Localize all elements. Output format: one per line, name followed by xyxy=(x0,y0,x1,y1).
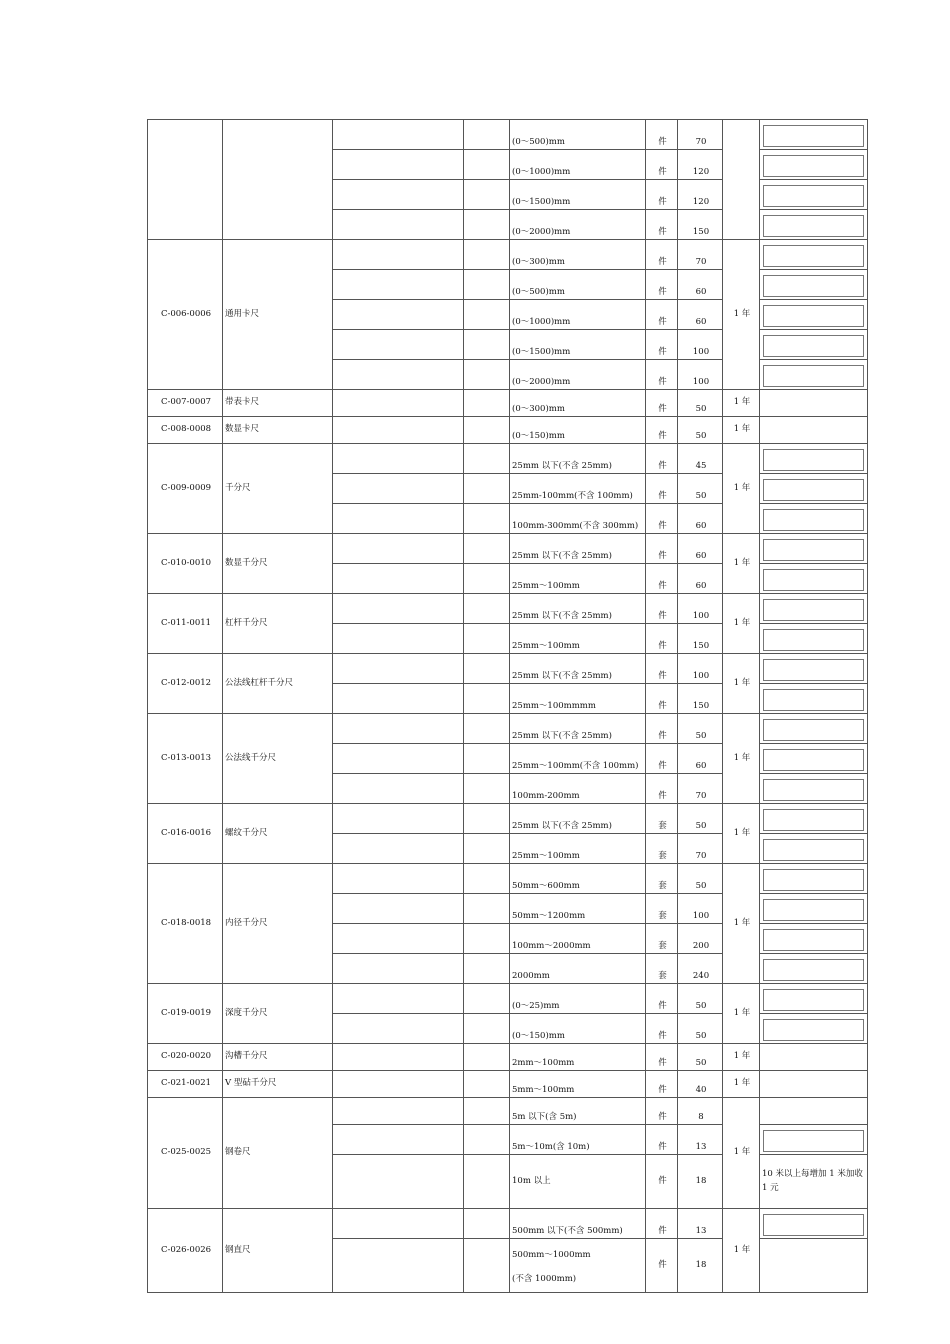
item-spec: 25mm 以下(不含 25mm) xyxy=(510,534,646,564)
blank-cell xyxy=(464,654,510,684)
calibration-period xyxy=(723,120,760,240)
blank-cell xyxy=(464,240,510,270)
item-spec: (0～1000)mm xyxy=(510,300,646,330)
item-price: 100 xyxy=(678,894,723,924)
item-spec: 500mm～1000mm (不含 1000mm) xyxy=(510,1239,646,1293)
note-cell xyxy=(760,504,868,534)
note-cell xyxy=(760,240,868,270)
item-price: 60 xyxy=(678,534,723,564)
item-price: 150 xyxy=(678,684,723,714)
item-unit: 件 xyxy=(646,564,678,594)
item-price: 100 xyxy=(678,654,723,684)
note-cell xyxy=(760,894,868,924)
calibration-period: 1 年 xyxy=(723,1071,760,1098)
blank-cell xyxy=(464,390,510,417)
item-unit: 件 xyxy=(646,1071,678,1098)
blank-cell xyxy=(464,120,510,150)
item-price: 100 xyxy=(678,360,723,390)
blank-cell xyxy=(464,330,510,360)
blank-cell xyxy=(464,954,510,984)
item-unit: 件 xyxy=(646,504,678,534)
note-cell xyxy=(760,744,868,774)
blank-cell xyxy=(464,1125,510,1155)
item-name: 钢卷尺 xyxy=(223,1098,333,1209)
item-price: 13 xyxy=(678,1125,723,1155)
item-unit: 件 xyxy=(646,744,678,774)
note-cell xyxy=(760,804,868,834)
item-spec: (0～500)mm xyxy=(510,120,646,150)
blank-cell xyxy=(333,120,464,150)
item-spec: (0～500)mm xyxy=(510,270,646,300)
blank-cell xyxy=(464,774,510,804)
blank-cell xyxy=(333,210,464,240)
blank-cell xyxy=(333,474,464,504)
blank-cell xyxy=(464,210,510,240)
blank-cell xyxy=(464,564,510,594)
note-cell xyxy=(760,474,868,504)
blank-cell xyxy=(333,564,464,594)
blank-cell xyxy=(464,594,510,624)
blank-cell xyxy=(333,1098,464,1125)
blank-cell xyxy=(333,270,464,300)
item-unit: 件 xyxy=(646,714,678,744)
calibration-period: 1 年 xyxy=(723,444,760,534)
blank-cell xyxy=(464,864,510,894)
item-spec: 25mm 以下(不含 25mm) xyxy=(510,714,646,744)
blank-cell xyxy=(333,984,464,1014)
item-code: C-012-0012 xyxy=(148,654,223,714)
blank-cell xyxy=(464,1014,510,1044)
item-price: 60 xyxy=(678,564,723,594)
note-cell xyxy=(760,834,868,864)
blank-cell xyxy=(333,1239,464,1293)
blank-cell xyxy=(333,360,464,390)
table-row xyxy=(148,120,868,150)
note-cell xyxy=(760,654,868,684)
table-row xyxy=(148,444,868,474)
item-price: 50 xyxy=(678,984,723,1014)
note-cell xyxy=(760,924,868,954)
item-price: 40 xyxy=(678,1071,723,1098)
calibration-period: 1 年 xyxy=(723,1098,760,1209)
item-name: 千分尺 xyxy=(223,444,333,534)
blank-cell xyxy=(464,834,510,864)
item-spec: 5mm～100mm xyxy=(510,1071,646,1098)
item-unit: 件 xyxy=(646,654,678,684)
note-cell xyxy=(760,564,868,594)
blank-cell xyxy=(464,417,510,444)
item-name: 数显千分尺 xyxy=(223,534,333,594)
item-code: C-025-0025 xyxy=(148,1098,223,1209)
blank-cell xyxy=(464,1209,510,1239)
item-unit: 套 xyxy=(646,804,678,834)
blank-cell xyxy=(333,684,464,714)
item-unit: 件 xyxy=(646,984,678,1014)
note-cell xyxy=(760,1209,868,1239)
blank-cell xyxy=(464,300,510,330)
item-spec: 25mm 以下(不含 25mm) xyxy=(510,444,646,474)
item-name: 沟槽千分尺 xyxy=(223,1044,333,1071)
note-cell: 10 米以上每增加 1 米加收 1 元 xyxy=(760,1155,868,1209)
blank-cell xyxy=(333,1155,464,1209)
blank-cell xyxy=(464,984,510,1014)
blank-cell xyxy=(333,1014,464,1044)
item-spec: (0～25)mm xyxy=(510,984,646,1014)
note-cell xyxy=(760,1125,868,1155)
note-cell xyxy=(760,864,868,894)
item-spec: 50mm～600mm xyxy=(510,864,646,894)
item-spec: 100mm-200mm xyxy=(510,774,646,804)
note-cell xyxy=(760,330,868,360)
item-unit: 件 xyxy=(646,534,678,564)
table-row xyxy=(148,804,868,834)
note-cell xyxy=(760,300,868,330)
item-name: 数显卡尺 xyxy=(223,417,333,444)
item-price: 18 xyxy=(678,1155,723,1209)
item-price: 50 xyxy=(678,474,723,504)
item-name: V 型砧千分尺 xyxy=(223,1071,333,1098)
item-unit: 件 xyxy=(646,390,678,417)
item-name: 杠杆千分尺 xyxy=(223,594,333,654)
blank-cell xyxy=(464,1098,510,1125)
item-name: 公法线杠杆千分尺 xyxy=(223,654,333,714)
blank-cell xyxy=(333,534,464,564)
item-code: C-018-0018 xyxy=(148,864,223,984)
item-price: 50 xyxy=(678,1014,723,1044)
blank-cell xyxy=(464,1044,510,1071)
note-cell xyxy=(760,984,868,1014)
blank-cell xyxy=(464,270,510,300)
blank-cell xyxy=(464,924,510,954)
item-price: 100 xyxy=(678,330,723,360)
item-spec: 50mm～1200mm xyxy=(510,894,646,924)
item-price: 60 xyxy=(678,300,723,330)
item-unit: 套 xyxy=(646,954,678,984)
item-code: C-006-0006 xyxy=(148,240,223,390)
item-price: 50 xyxy=(678,714,723,744)
blank-cell xyxy=(464,624,510,654)
calibration-period: 1 年 xyxy=(723,864,760,984)
blank-cell xyxy=(333,504,464,534)
item-price: 8 xyxy=(678,1098,723,1125)
calibration-price-table xyxy=(147,119,868,1293)
item-name: 公法线千分尺 xyxy=(223,714,333,804)
note-cell xyxy=(760,150,868,180)
calibration-period: 1 年 xyxy=(723,534,760,594)
calibration-period: 1 年 xyxy=(723,240,760,390)
item-unit: 件 xyxy=(646,150,678,180)
price-table-container xyxy=(147,119,867,1293)
item-price: 50 xyxy=(678,804,723,834)
blank-cell xyxy=(464,894,510,924)
blank-cell xyxy=(464,534,510,564)
item-unit: 件 xyxy=(646,1209,678,1239)
item-price: 50 xyxy=(678,864,723,894)
blank-cell xyxy=(333,1209,464,1239)
blank-cell xyxy=(333,417,464,444)
item-unit: 件 xyxy=(646,210,678,240)
blank-cell xyxy=(333,774,464,804)
item-code xyxy=(148,120,223,240)
item-spec: 25mm 以下(不含 25mm) xyxy=(510,804,646,834)
item-unit: 件 xyxy=(646,300,678,330)
note-cell xyxy=(760,774,868,804)
item-price: 60 xyxy=(678,504,723,534)
item-unit: 套 xyxy=(646,834,678,864)
item-spec: (0～150)mm xyxy=(510,417,646,444)
item-price: 70 xyxy=(678,240,723,270)
blank-cell xyxy=(333,390,464,417)
note-cell xyxy=(760,1098,868,1125)
item-unit: 件 xyxy=(646,330,678,360)
item-spec: 500mm 以下(不含 500mm) xyxy=(510,1209,646,1239)
item-spec: (0～1500)mm xyxy=(510,180,646,210)
note-cell xyxy=(760,534,868,564)
blank-cell xyxy=(333,714,464,744)
note-cell xyxy=(760,1071,868,1098)
item-code: C-019-0019 xyxy=(148,984,223,1044)
blank-cell xyxy=(333,1071,464,1098)
item-spec: 25mm 以下(不含 25mm) xyxy=(510,594,646,624)
item-unit: 件 xyxy=(646,1044,678,1071)
blank-cell xyxy=(464,360,510,390)
item-unit: 套 xyxy=(646,924,678,954)
item-price: 50 xyxy=(678,1044,723,1071)
item-price: 150 xyxy=(678,624,723,654)
table-row xyxy=(148,1209,868,1239)
calibration-period: 1 年 xyxy=(723,390,760,417)
item-unit: 件 xyxy=(646,360,678,390)
item-spec: (0～1500)mm xyxy=(510,330,646,360)
item-spec: 100mm-300mm(不含 300mm) xyxy=(510,504,646,534)
note-cell xyxy=(760,714,868,744)
item-unit: 件 xyxy=(646,684,678,714)
item-code: C-010-0010 xyxy=(148,534,223,594)
calibration-period: 1 年 xyxy=(723,714,760,804)
item-price: 60 xyxy=(678,270,723,300)
note-cell xyxy=(760,594,868,624)
item-code: C-021-0021 xyxy=(148,1071,223,1098)
blank-cell xyxy=(333,180,464,210)
note-cell xyxy=(760,390,868,417)
item-price: 120 xyxy=(678,180,723,210)
blank-cell xyxy=(333,744,464,774)
table-row xyxy=(148,594,868,624)
item-unit: 件 xyxy=(646,417,678,444)
table-row xyxy=(148,1071,868,1098)
item-spec: (0～150)mm xyxy=(510,1014,646,1044)
item-unit: 件 xyxy=(646,1155,678,1209)
calibration-period: 1 年 xyxy=(723,1044,760,1071)
item-spec: (0～1000)mm xyxy=(510,150,646,180)
item-code: C-011-0011 xyxy=(148,594,223,654)
item-price: 50 xyxy=(678,390,723,417)
item-spec: 25mm-100mm(不含 100mm) xyxy=(510,474,646,504)
blank-cell xyxy=(333,240,464,270)
calibration-period: 1 年 xyxy=(723,654,760,714)
blank-cell xyxy=(333,924,464,954)
item-code: C-013-0013 xyxy=(148,714,223,804)
table-row xyxy=(148,1044,868,1071)
item-unit: 件 xyxy=(646,240,678,270)
note-cell xyxy=(760,120,868,150)
item-code: C-007-0007 xyxy=(148,390,223,417)
item-unit: 套 xyxy=(646,864,678,894)
item-price: 200 xyxy=(678,924,723,954)
calibration-period: 1 年 xyxy=(723,1209,760,1293)
item-spec: 100mm～2000mm xyxy=(510,924,646,954)
blank-cell xyxy=(333,150,464,180)
calibration-period: 1 年 xyxy=(723,984,760,1044)
blank-cell xyxy=(333,624,464,654)
blank-cell xyxy=(333,1125,464,1155)
item-price: 100 xyxy=(678,594,723,624)
item-spec: 5m 以下(含 5m) xyxy=(510,1098,646,1125)
item-unit: 件 xyxy=(646,594,678,624)
item-price: 240 xyxy=(678,954,723,984)
note-cell xyxy=(760,684,868,714)
table-row xyxy=(148,417,868,444)
blank-cell xyxy=(333,654,464,684)
blank-cell xyxy=(464,504,510,534)
item-name: 螺纹千分尺 xyxy=(223,804,333,864)
item-spec: 5m～10m(含 10m) xyxy=(510,1125,646,1155)
item-spec: (0～2000)mm xyxy=(510,210,646,240)
table-row xyxy=(148,240,868,270)
note-cell xyxy=(760,1239,868,1293)
blank-cell xyxy=(464,684,510,714)
item-unit: 件 xyxy=(646,1014,678,1044)
item-spec: 2mm～100mm xyxy=(510,1044,646,1071)
item-code: C-008-0008 xyxy=(148,417,223,444)
item-price: 50 xyxy=(678,417,723,444)
item-price: 45 xyxy=(678,444,723,474)
item-spec: 25mm～100mm(不含 100mm) xyxy=(510,744,646,774)
blank-cell xyxy=(333,594,464,624)
blank-cell xyxy=(464,444,510,474)
blank-cell xyxy=(333,894,464,924)
item-spec: (0～300)mm xyxy=(510,240,646,270)
item-price: 120 xyxy=(678,150,723,180)
note-cell xyxy=(760,624,868,654)
item-unit: 件 xyxy=(646,1125,678,1155)
calibration-period: 1 年 xyxy=(723,804,760,864)
table-row xyxy=(148,654,868,684)
item-name: 内径千分尺 xyxy=(223,864,333,984)
item-spec: 25mm 以下(不含 25mm) xyxy=(510,654,646,684)
item-unit: 件 xyxy=(646,624,678,654)
item-unit: 套 xyxy=(646,894,678,924)
item-spec: 10m 以上 xyxy=(510,1155,646,1209)
blank-cell xyxy=(333,330,464,360)
note-cell xyxy=(760,270,868,300)
blank-cell xyxy=(464,1071,510,1098)
blank-cell xyxy=(464,1239,510,1293)
item-code: C-016-0016 xyxy=(148,804,223,864)
item-price: 18 xyxy=(678,1239,723,1293)
note-cell xyxy=(760,444,868,474)
item-spec: 25mm～100mm xyxy=(510,564,646,594)
item-unit: 件 xyxy=(646,180,678,210)
item-unit: 件 xyxy=(646,444,678,474)
item-name: 带表卡尺 xyxy=(223,390,333,417)
blank-cell xyxy=(333,864,464,894)
item-name: 深度千分尺 xyxy=(223,984,333,1044)
item-price: 150 xyxy=(678,210,723,240)
table-row xyxy=(148,1098,868,1125)
item-price: 13 xyxy=(678,1209,723,1239)
item-spec: 25mm～100mm xyxy=(510,834,646,864)
note-cell xyxy=(760,417,868,444)
item-spec: (0～2000)mm xyxy=(510,360,646,390)
blank-cell xyxy=(464,1155,510,1209)
blank-cell xyxy=(333,834,464,864)
item-price: 70 xyxy=(678,120,723,150)
item-price: 70 xyxy=(678,834,723,864)
item-name xyxy=(223,120,333,240)
blank-cell xyxy=(464,744,510,774)
item-name: 通用卡尺 xyxy=(223,240,333,390)
item-unit: 件 xyxy=(646,120,678,150)
item-spec: 25mm～100mmmm xyxy=(510,684,646,714)
item-unit: 件 xyxy=(646,774,678,804)
table-row xyxy=(148,864,868,894)
blank-cell xyxy=(333,444,464,474)
item-unit: 件 xyxy=(646,474,678,504)
blank-cell xyxy=(333,804,464,834)
item-unit: 件 xyxy=(646,270,678,300)
item-spec: 2000mm xyxy=(510,954,646,984)
item-spec: (0～300)mm xyxy=(510,390,646,417)
note-cell xyxy=(760,954,868,984)
blank-cell xyxy=(333,1044,464,1071)
calibration-period: 1 年 xyxy=(723,594,760,654)
table-row xyxy=(148,534,868,564)
item-code: C-020-0020 xyxy=(148,1044,223,1071)
table-row xyxy=(148,714,868,744)
blank-cell xyxy=(464,714,510,744)
item-code: C-009-0009 xyxy=(148,444,223,534)
item-price: 70 xyxy=(678,774,723,804)
note-cell xyxy=(760,360,868,390)
item-unit: 件 xyxy=(646,1098,678,1125)
blank-cell xyxy=(464,150,510,180)
table-row xyxy=(148,390,868,417)
blank-cell xyxy=(464,180,510,210)
blank-cell xyxy=(464,804,510,834)
note-cell xyxy=(760,210,868,240)
blank-cell xyxy=(464,474,510,504)
item-unit: 件 xyxy=(646,1239,678,1293)
calibration-period: 1 年 xyxy=(723,417,760,444)
blank-cell xyxy=(333,300,464,330)
note-cell xyxy=(760,180,868,210)
blank-cell xyxy=(333,954,464,984)
item-code: C-026-0026 xyxy=(148,1209,223,1293)
item-price: 60 xyxy=(678,744,723,774)
item-name: 钢直尺 xyxy=(223,1209,333,1293)
item-spec: 25mm～100mm xyxy=(510,624,646,654)
note-cell xyxy=(760,1014,868,1044)
table-row xyxy=(148,984,868,1014)
note-cell xyxy=(760,1044,868,1071)
